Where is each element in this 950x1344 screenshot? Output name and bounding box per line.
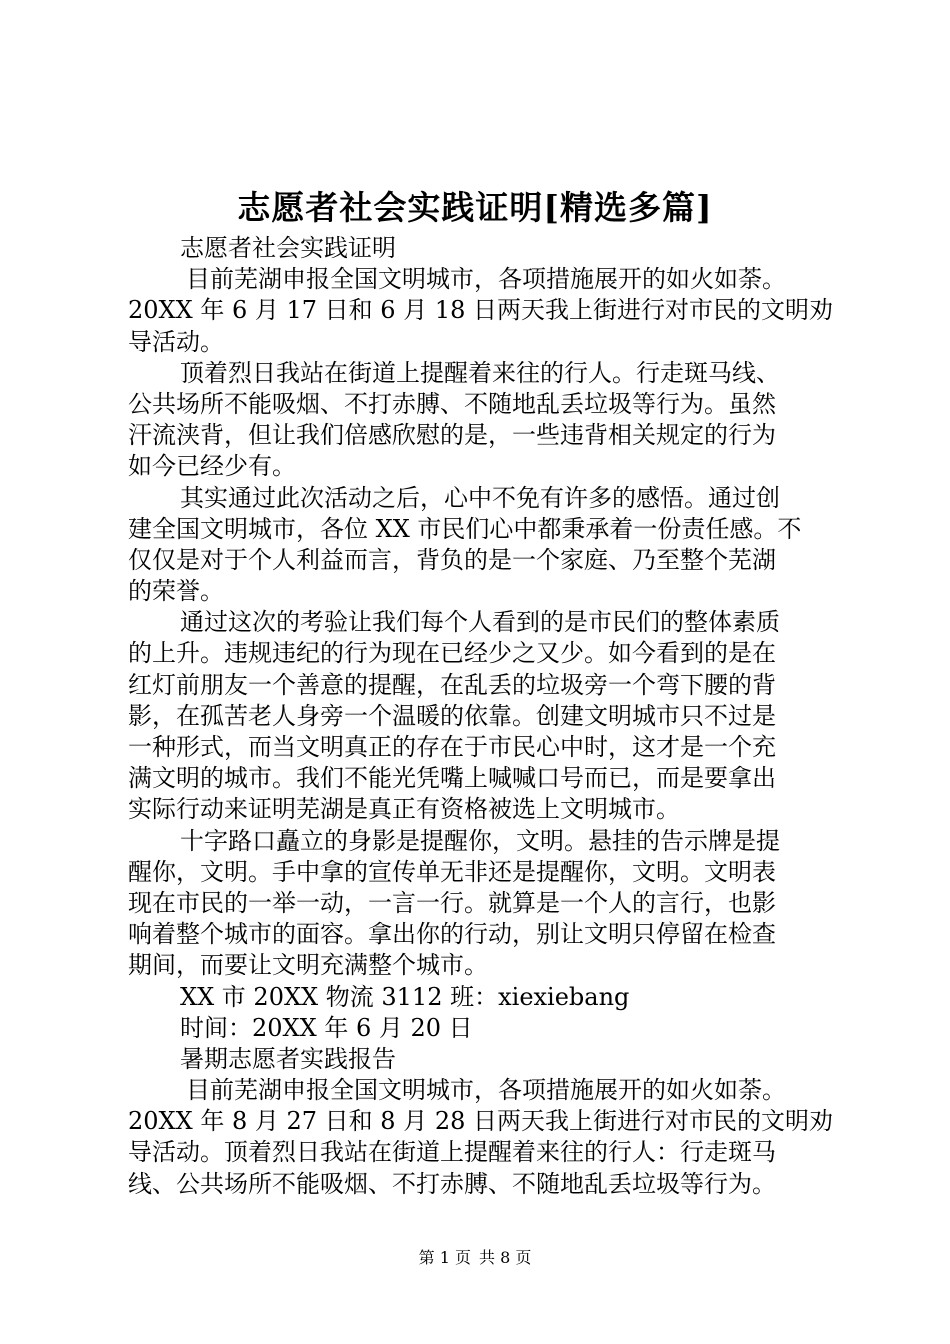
page-footer — [0, 1247, 950, 1269]
text-line: 线、公共场所不能吸烟、不打赤膊、不随地乱丢垃圾等行为。 — [128, 1169, 776, 1198]
text-line: 仅仅是对于个人利益而言，背负的是一个家庭、乃至整个芜湖 — [128, 545, 776, 574]
text-line: 醒你，文明。手中拿的宣传单无非还是提醒你，文明。文明表 — [128, 857, 776, 886]
text-line: 建全国文明城市，各位 XX 市民们心中都秉承着一份责任感。不 — [128, 514, 802, 543]
text-line: 响着整个城市的面容。拿出你的行动，别让文明只停留在检查 — [128, 920, 776, 949]
text-line: 公共场所不能吸烟、不打赤膊、不随地乱丢垃圾等行为。虽然 — [128, 389, 776, 418]
text-line: 汗流浃背，但让我们倍感欣慰的是，一些违背相关规定的行为 — [128, 421, 776, 450]
text-line: 现在市民的一举一动，一言一行。就算是一个人的言行，也影 — [128, 888, 776, 917]
text-line: 导活动。 — [128, 327, 224, 356]
text-line: 如今已经少有。 — [128, 452, 296, 481]
text-line: 目前芜湖申报全国文明城市，各项措施展开的如火如荼。 — [186, 1076, 786, 1105]
page-number: 第 1 页 — [418, 1248, 471, 1267]
text-line: 的荣誉。 — [128, 577, 224, 606]
text-line: 其实通过此次活动之后，心中不免有许多的感悟。通过创 — [180, 483, 780, 512]
text-line: 时间：20XX 年 6 月 20 日 — [180, 1013, 473, 1042]
text-line: 20XX 年 6 月 17 日和 6 月 18 日两天我上街进行对市民的文明劝 — [128, 296, 833, 325]
text-line: 志愿者社会实践证明 — [180, 234, 396, 262]
text-line: 实际行动来证明芜湖是真正有资格被选上文明城市。 — [128, 795, 680, 824]
text-line: 满文明的城市。我们不能光凭嘴上喊喊口号而已，而是要拿出 — [128, 764, 776, 793]
text-line: 影，在孤苦老人身旁一个温暖的依靠。创建文明城市只不过是 — [128, 701, 776, 730]
text-line: 目前芜湖申报全国文明城市，各项措施展开的如火如荼。 — [186, 265, 786, 294]
document-body — [128, 233, 852, 1200]
document-title: 志愿者社会实践证明[精选多篇] — [237, 188, 713, 227]
text-line: XX 市 20XX 物流 3112 班：xiexiebang — [180, 982, 630, 1011]
text-line: 红灯前朋友一个善意的提醒，在乱丢的垃圾旁一个弯下腰的背 — [128, 670, 776, 699]
text-line: 期间，而要让文明充满整个城市。 — [128, 951, 488, 980]
text-line: 的上升。违规违纪的行为现在已经少之又少。如今看到的是在 — [128, 639, 776, 668]
page-total: 共 8 页 — [479, 1248, 532, 1267]
text-line: 通过这次的考验让我们每个人看到的是市民们的整体素质 — [180, 608, 780, 637]
text-line: 顶着烈日我站在街道上提醒着来往的行人。行走斑马线、 — [180, 358, 780, 387]
text-line: 20XX 年 8 月 27 日和 8 月 28 日两天我上街进行对市民的文明劝 — [128, 1107, 833, 1136]
text-line: 暑期志愿者实践报告 — [180, 1044, 396, 1073]
text-line: 导活动。顶着烈日我站在街道上提醒着来往的行人：行走斑马 — [128, 1138, 776, 1167]
text-line: 一种形式，而当文明真正的存在于市民心中时，这才是一个充 — [128, 733, 776, 761]
text-line: 十字路口矗立的身影是提醒你，文明。悬挂的告示牌是提 — [180, 826, 780, 855]
